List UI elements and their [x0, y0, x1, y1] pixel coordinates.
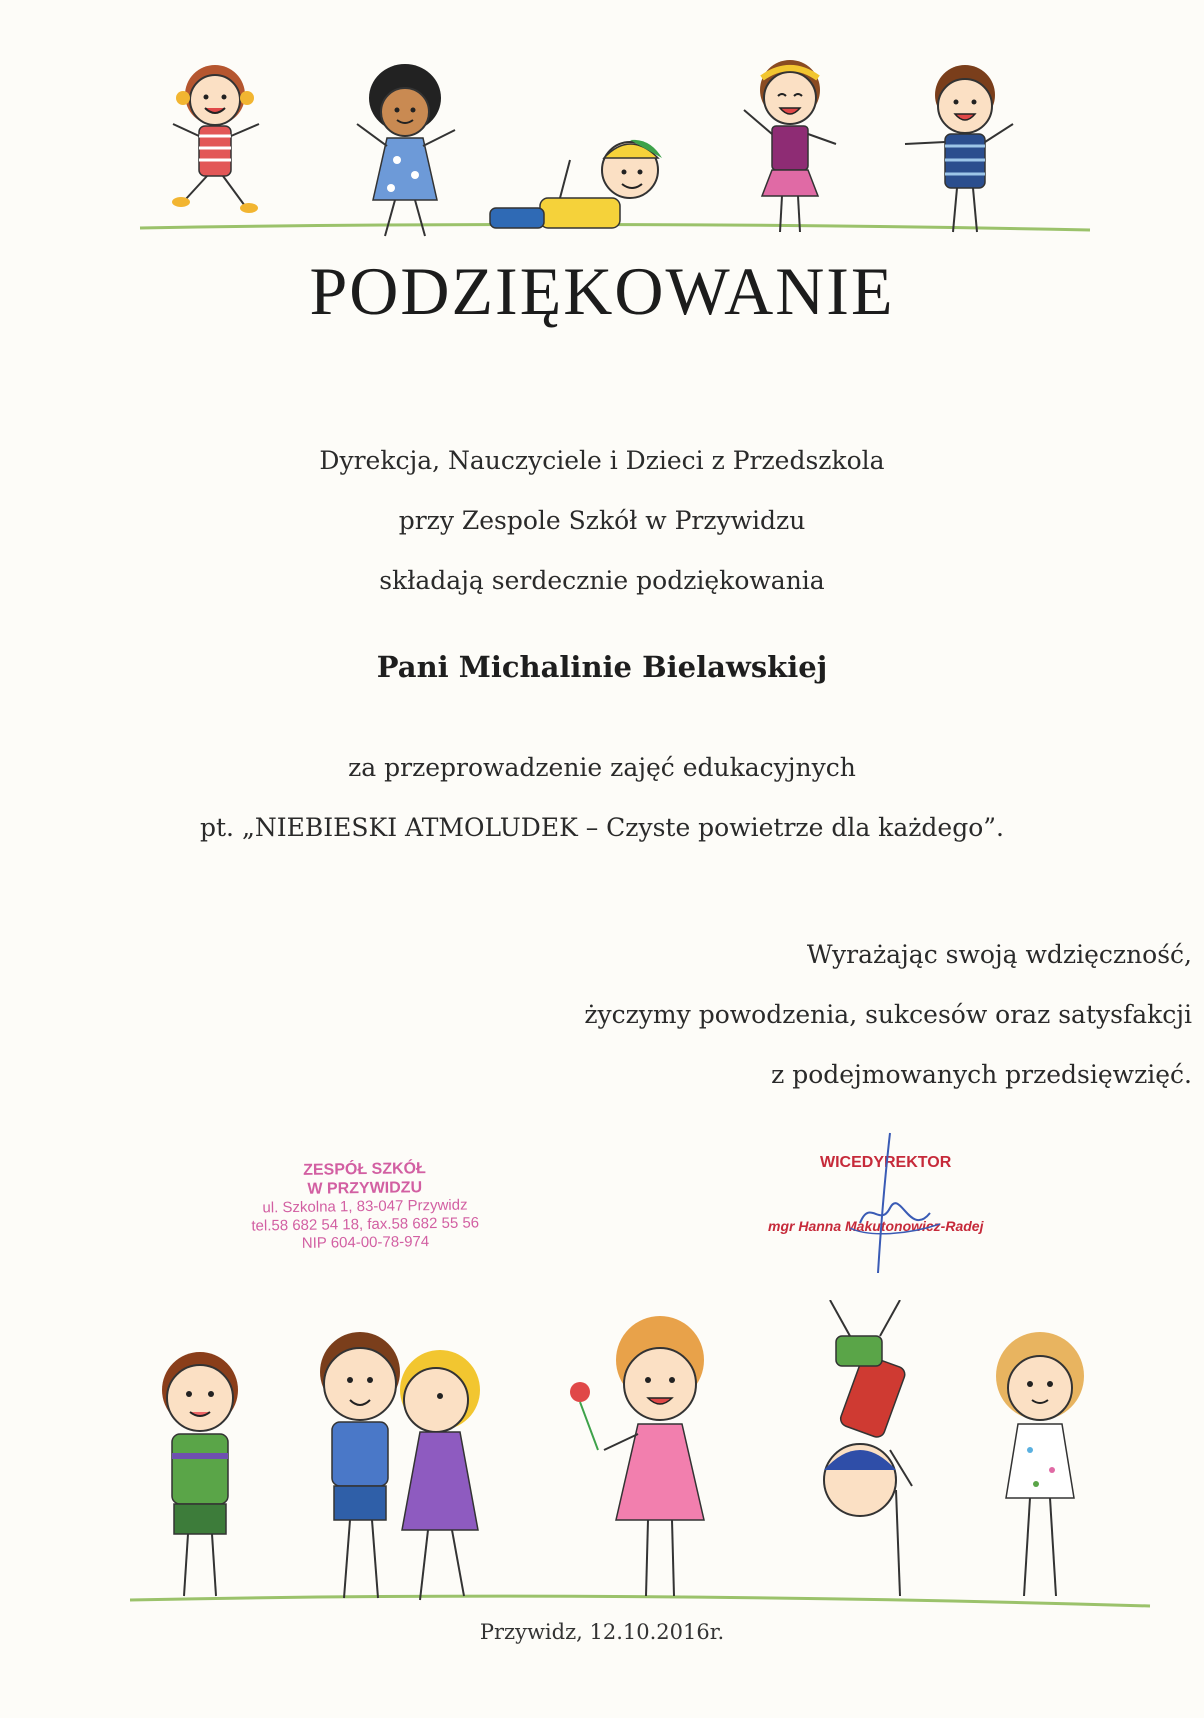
stamp-line: ul. Szkolna 1, 83-047 Przywidz: [262, 1196, 468, 1217]
child-icon: [905, 65, 1013, 232]
stamp-line: NIP 604-00-78-974: [301, 1233, 430, 1252]
children-row-top-icon: [0, 40, 1204, 250]
signatory-name: mgr Hanna Makutonowicz-Radej: [768, 1218, 984, 1234]
child-icon: [744, 60, 836, 232]
reason-line: pt. „NIEBIESKI ATMOLUDEK – Czyste powietrze dla każdego”.: [200, 813, 1004, 842]
intro-line: składają serdecznie podziękowania: [379, 566, 825, 595]
intro-line: Dyrekcja, Nauczyciele i Dzieci z Przedszkola: [319, 446, 885, 475]
child-icon: [320, 1332, 480, 1600]
signatory-role: WICEDYREKTOR: [820, 1154, 952, 1171]
children-row-bottom-icon: [0, 1300, 1204, 1630]
child-icon: [824, 1300, 912, 1596]
child-icon: [172, 65, 259, 213]
wishes-line: Wyrażając swoją wdzięczność,: [806, 940, 1192, 969]
child-icon: [162, 1352, 238, 1596]
child-icon: [357, 64, 455, 236]
school-stamp: [199, 1158, 530, 1255]
reason-line: za przeprowadzenie zajęć edukacyjnych: [348, 753, 856, 782]
stamp-line: tel.58 682 54 18, fax.58 682 55 56: [251, 1214, 480, 1235]
stamp-line: W PRZYWIDZU: [307, 1179, 423, 1198]
child-icon: [490, 140, 662, 228]
page-title: PODZIĘKOWANIE: [309, 253, 895, 329]
wishes-line: z podejmowanych przedsięwzięć.: [771, 1060, 1192, 1089]
signature-icon: [820, 1128, 960, 1278]
recipient-name: Pani Michalinie Bielawskiej: [376, 650, 828, 684]
wishes-line: życzymy powodzenia, sukcesów oraz satysfakcji: [584, 1000, 1192, 1029]
intro-line: przy Zespole Szkół w Przywidzu: [398, 506, 806, 535]
child-icon: [996, 1332, 1084, 1596]
child-icon: [570, 1316, 704, 1596]
date-place: Przywidz, 12.10.2016r.: [479, 1620, 725, 1644]
stamp-line: ZESPÓŁ SZKÓŁ: [303, 1160, 426, 1179]
